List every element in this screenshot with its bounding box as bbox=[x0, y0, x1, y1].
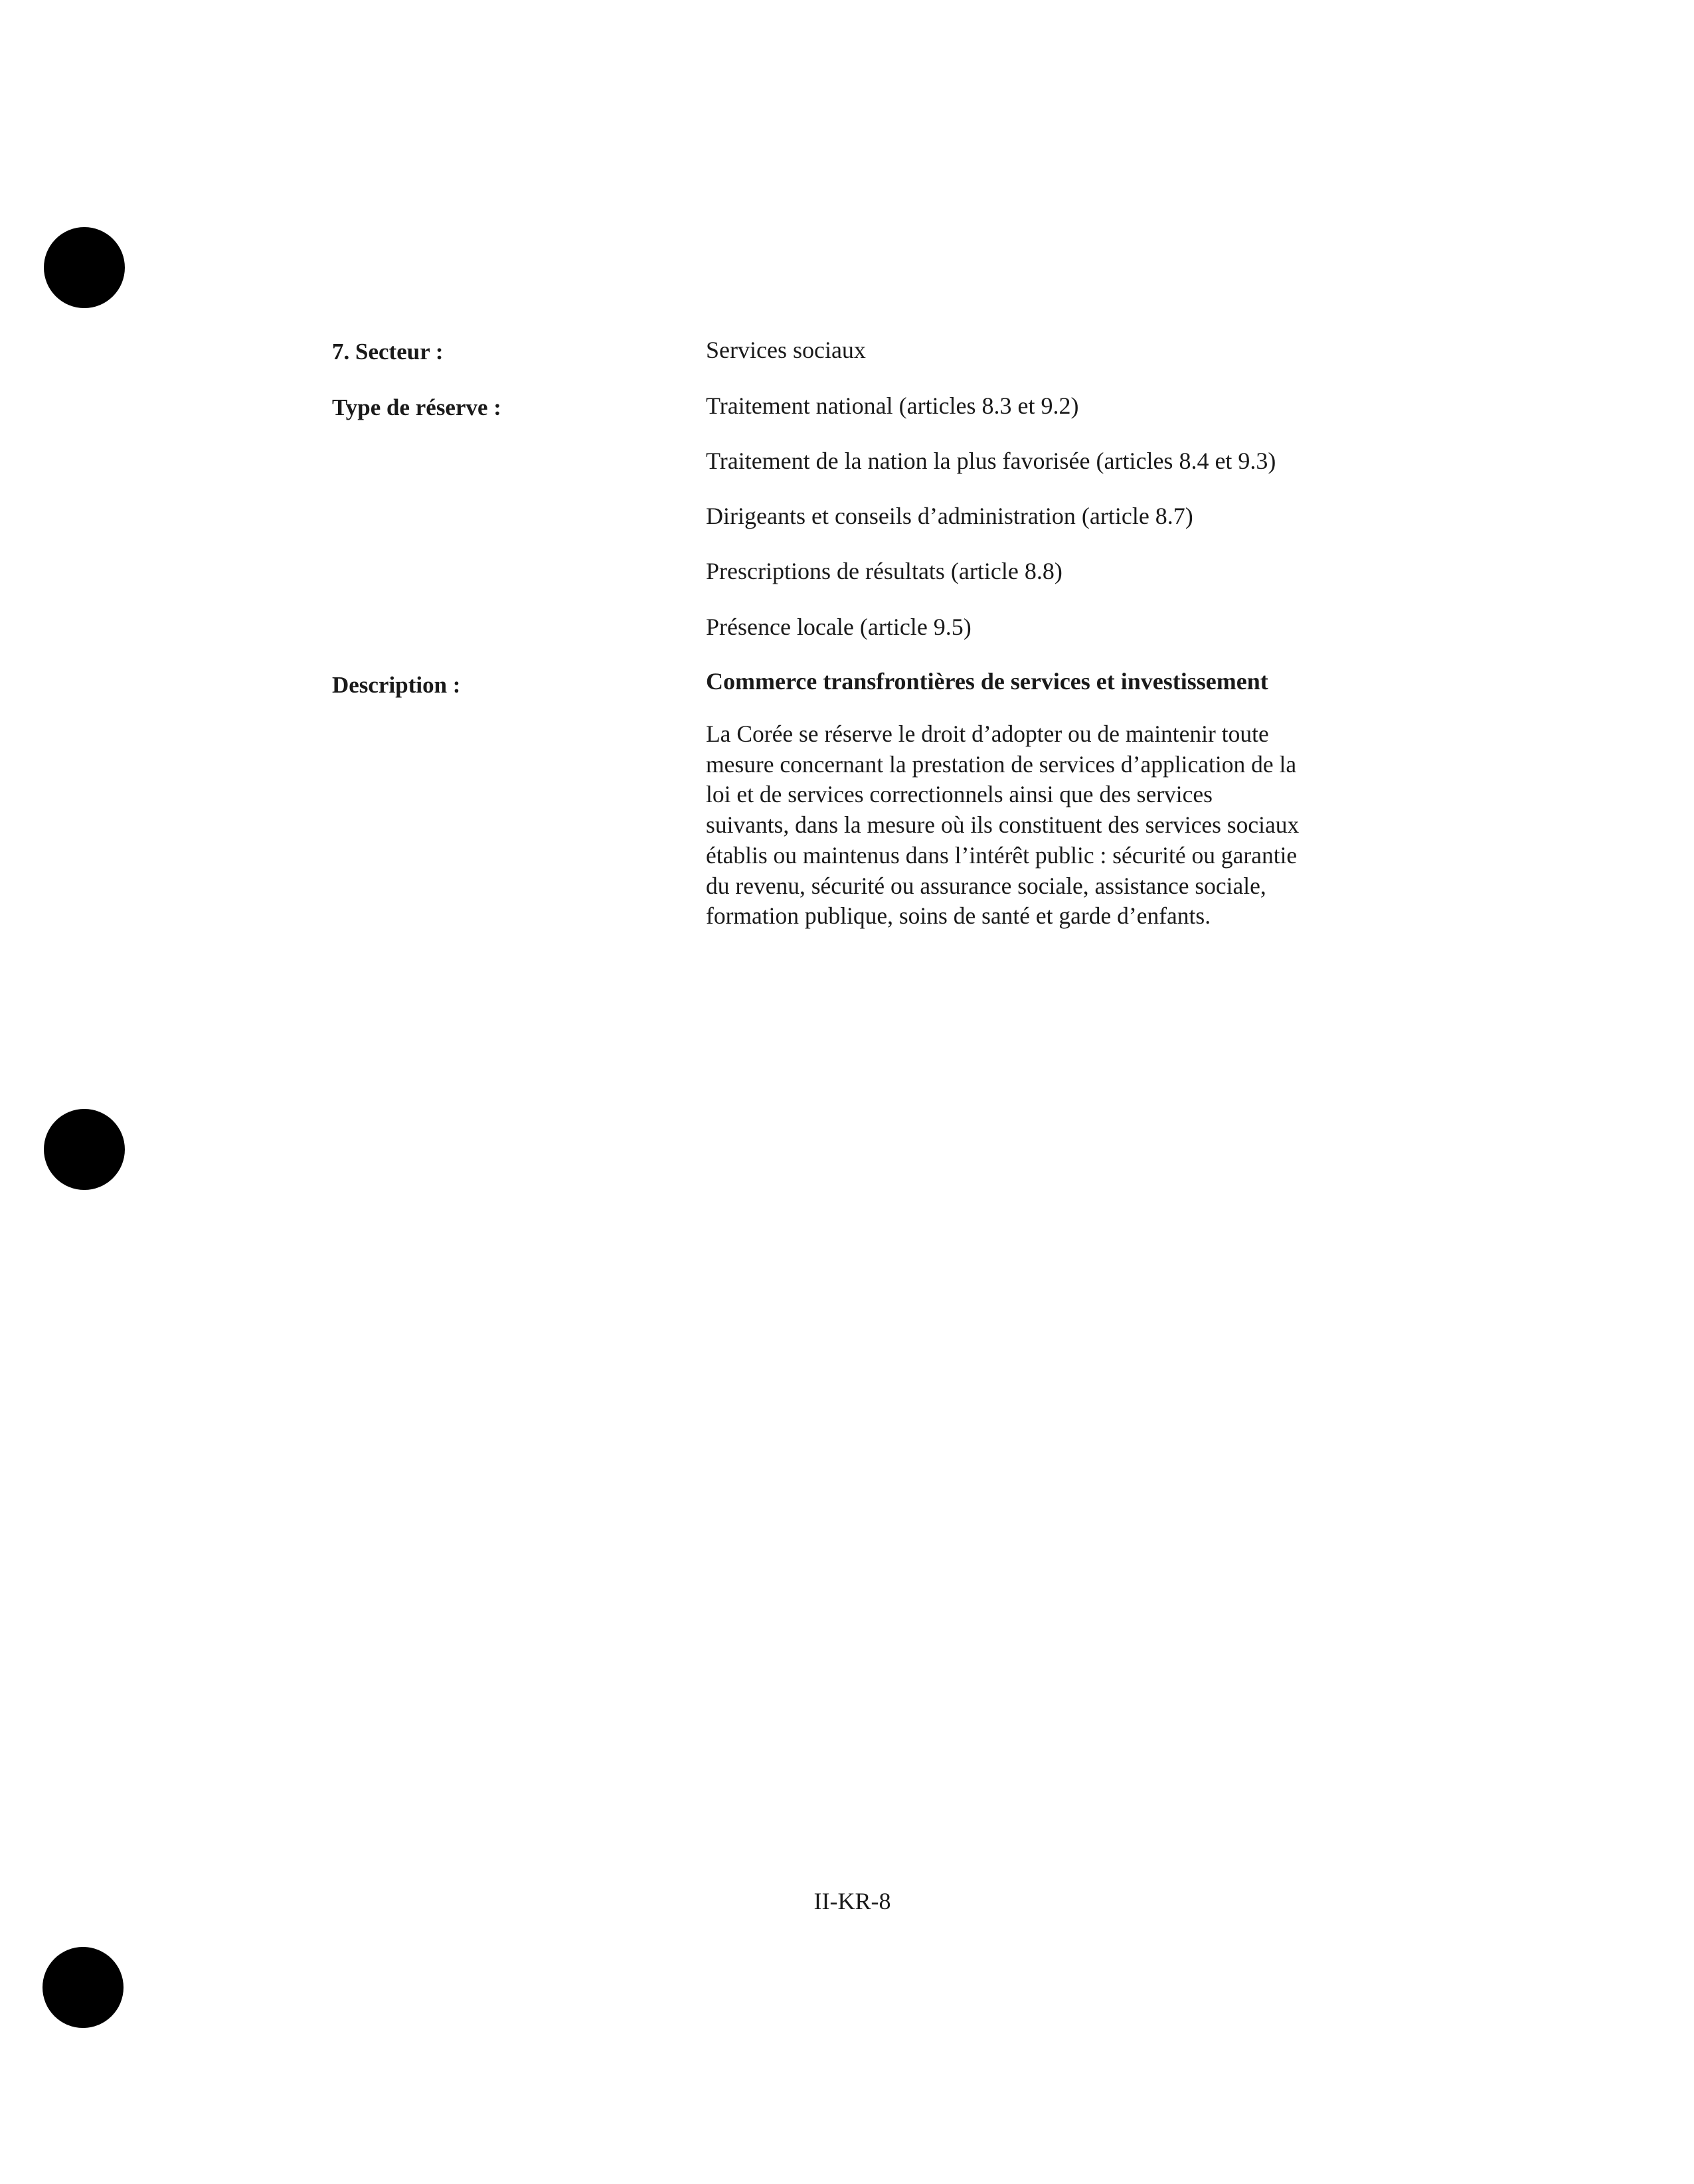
description-heading: Commerce transfrontières de services et investissement bbox=[706, 668, 1268, 695]
punch-hole-top bbox=[44, 227, 125, 308]
description-label: Description : bbox=[332, 672, 461, 698]
description-line: formation publique, soins de santé et garde d’enfants. bbox=[706, 902, 1211, 930]
reservation-type-item: Dirigeants et conseils d’administration (article 8.7) bbox=[706, 503, 1193, 529]
punch-hole-bottom bbox=[42, 1947, 124, 2028]
reservation-type-label: Type de réserve : bbox=[332, 394, 501, 420]
description-line: établis ou maintenus dans l’intérêt public : sécurité ou garantie bbox=[706, 841, 1298, 869]
page-number: II-KR-8 bbox=[813, 1888, 891, 1914]
reservation-type-item: Traitement national (articles 8.3 et 9.2) bbox=[706, 392, 1079, 419]
reservation-type-item: Prescriptions de résultats (article 8.8) bbox=[706, 558, 1062, 584]
page-number-footer bbox=[0, 1888, 1694, 1914]
reservation-type-item: Présence locale (article 9.5) bbox=[706, 614, 972, 640]
description-line: loi et de services correctionnels ainsi que des services bbox=[706, 781, 1213, 808]
description-line: La Corée se réserve le droit d’adopter ou de maintenir toute bbox=[706, 720, 1269, 747]
description-line: du revenu, sécurité ou assurance sociale, assistance sociale, bbox=[706, 872, 1266, 899]
reservation-type-item: Traitement de la nation la plus favorisée (articles 8.4 et 9.3) bbox=[706, 448, 1276, 474]
description-line: mesure concernant la prestation de services d’application de la bbox=[706, 750, 1297, 778]
description-line: suivants, dans la mesure où ils constituent des services sociaux bbox=[706, 811, 1300, 839]
sector-label: 7. Secteur : bbox=[332, 339, 444, 365]
description-paragraph bbox=[706, 719, 1390, 932]
sector-value: Services sociaux bbox=[706, 337, 866, 363]
punch-hole-middle bbox=[44, 1109, 125, 1190]
